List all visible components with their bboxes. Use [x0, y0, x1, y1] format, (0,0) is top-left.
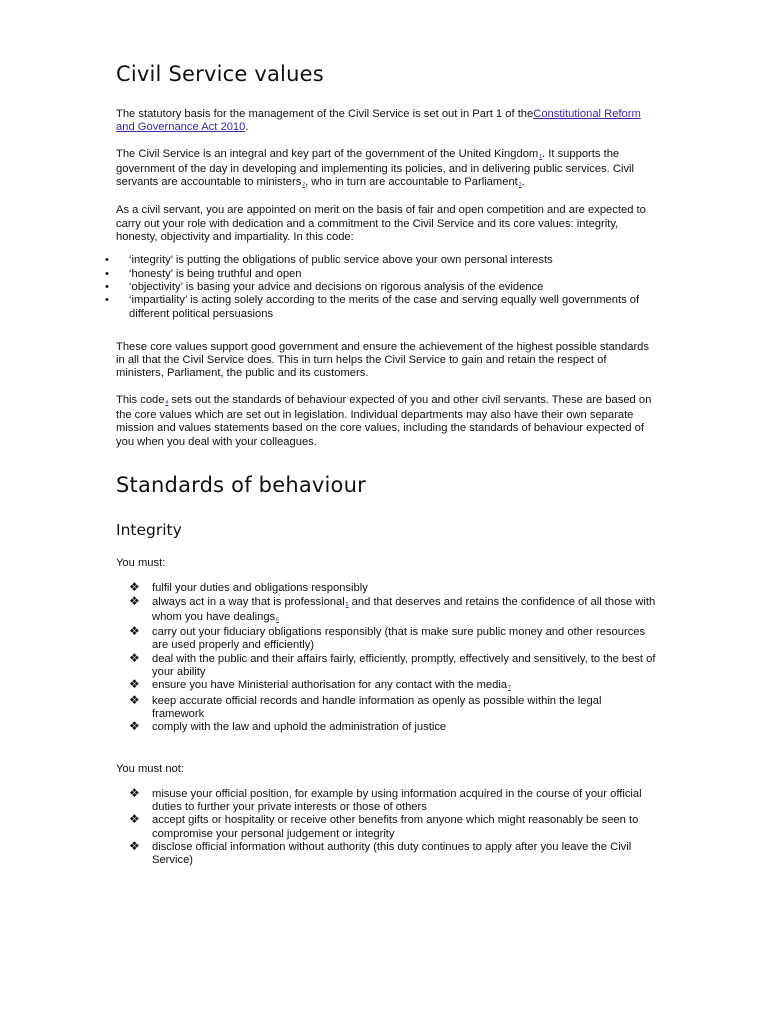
- diamond-bullet-icon: ❖: [129, 692, 140, 707]
- diamond-bullet-icon: ❖: [129, 838, 140, 853]
- list-item-text: disclose official information without authority (this duty continues to apply after you leave the Civil Service): [152, 840, 632, 867]
- footnote-ref-5[interactable]: 5: [345, 601, 349, 608]
- label-you-must-not: You must not:: [116, 762, 184, 775]
- list-item: [116, 650, 656, 680]
- list-item: [105, 280, 656, 294]
- list-item: [116, 679, 656, 694]
- paragraph-appointed-on-merit: As a civil servant, you are appointed on merit on the basis of fair and open competition and are expected to carry out your role with dedication and a commitment to the Civil Service and its core values: integrity, honesty, objectivity and impartiality. In this code:: [116, 204, 646, 244]
- paragraph-this-code: [116, 394, 656, 449]
- list-item: [116, 721, 656, 734]
- list-item: [105, 267, 656, 281]
- integral-part-text-b: . It supports the government of the day in developing and implementing its policies, and in delivering public services. Civil servants are accountable to ministers: [116, 147, 635, 189]
- diamond-bullet-icon: ❖: [129, 812, 140, 827]
- list-item-text: ‘objectivity’ is basing your advice and decisions on rigorous analysis of the evidence: [129, 280, 544, 293]
- list-item: [116, 626, 656, 653]
- list-item-text-rest: and that deserves and retains the confidence of all those with whom you have dealings: [152, 595, 656, 623]
- document-content: [105, 56, 656, 896]
- list-item: [116, 785, 656, 815]
- heading-integrity: Integrity: [116, 520, 182, 539]
- heading-standards-of-behaviour: Standards of behaviour: [116, 472, 366, 497]
- list-item-text: fulfil your duties and obligations responsibly: [152, 582, 368, 595]
- list-item: [116, 593, 656, 627]
- label-you-must: You must:: [116, 556, 166, 569]
- diamond-bullet-icon: ❖: [129, 677, 140, 692]
- integral-part-text-a: The Civil Service is an integral and key part of the government of the United Kingdom: [116, 147, 539, 160]
- diamond-bullet-icon: ❖: [129, 719, 140, 734]
- list-item: [116, 582, 656, 595]
- you-must-list: [116, 582, 656, 734]
- link-constitutional-reform-act[interactable]: Constitutional Reform and Governance Act 2010: [116, 108, 641, 134]
- integral-part-text-d: .: [521, 176, 525, 189]
- integral-part-text-c: , who in turn are accountable to Parliament: [305, 176, 518, 189]
- bullet-icon: •: [105, 254, 109, 267]
- list-item: [116, 814, 656, 841]
- footnote-ref-7[interactable]: 7: [508, 685, 511, 692]
- diamond-bullet-icon: ❖: [129, 624, 140, 639]
- statutory-basis-text: The statutory basis for the management of the Civil Service is set out in Part 1 of the: [116, 108, 534, 120]
- this-code-text-a: This code: [116, 393, 165, 406]
- statutory-basis-period: .: [245, 121, 249, 134]
- footnote-ref-2[interactable]: 2: [302, 182, 306, 189]
- list-item-text: carry out your fiduciary obligations responsibly (that is make sure public money and other resources are used properly and efficiently): [152, 626, 646, 652]
- diamond-bullet-icon: ❖: [129, 593, 140, 608]
- list-item-text: ‘honesty’ is being truthful and open: [129, 267, 302, 280]
- list-item-text: misuse your official position, for example by using information acquired in the course of your official duties to further your private interests or those of others: [152, 787, 642, 814]
- list-item-text: keep accurate official records and handle information as openly as possible within the legal framework: [152, 694, 602, 720]
- you-must-not-list: [116, 785, 656, 868]
- list-item-text: comply with the law and uphold the administration of justice: [152, 721, 447, 734]
- footnote-ref-1[interactable]: 1: [539, 153, 543, 160]
- paragraph-core-values-support: These core values support good government and ensure the achievement of the highest possible standards in all that the Civil Service does. This in turn helps the Civil Service to gain and retain the respect of ministers, Parliament, the public and its customers.: [116, 340, 649, 380]
- list-item-text: accept gifts or hospitality or receive other benefits from anyone which might reasonably be seen to compromise your personal judgement or integrity: [152, 814, 639, 840]
- bullet-icon: •: [105, 280, 109, 293]
- list-item: [105, 294, 656, 321]
- list-item-text: deal with the public and their affairs fairly, efficiently, promptly, effectively and sensitively, to the best of your ability: [152, 652, 656, 679]
- core-values-list: [105, 254, 656, 320]
- paragraph-integral-part: [116, 148, 656, 192]
- list-item: [116, 692, 656, 722]
- footnote-ref-4[interactable]: 4: [165, 399, 169, 406]
- list-item-text: ‘impartiality’ is acting solely according to the merits of the case and serving equally well governments of different political persuasions: [129, 294, 640, 320]
- heading-civil-service-values: Civil Service values: [116, 62, 324, 86]
- list-item-text: ensure you have Ministerial authorisation for any contact with the media: [152, 679, 508, 692]
- list-item-text: always act in a way that is professional: [152, 595, 345, 608]
- footnote-ref-3[interactable]: 3: [518, 182, 522, 189]
- bullet-icon: •: [105, 294, 109, 307]
- footnote-ref-6[interactable]: 6: [276, 616, 279, 623]
- diamond-bullet-icon: ❖: [129, 785, 140, 800]
- this-code-text-b: sets out the standards of behaviour expected of you and other civil servants. These are based on the core values which are set out in legislation. Individual departments may also have their own separate mission and values statements based on the core values, including the standards of behaviour expected of you when you deal with your colleagues.: [116, 393, 652, 448]
- diamond-bullet-icon: ❖: [129, 650, 140, 665]
- paragraph-statutory-basis: [116, 108, 656, 135]
- list-item-text: ‘integrity’ is putting the obligations of public service above your own personal interests: [129, 254, 553, 267]
- list-item: [105, 254, 656, 267]
- list-item: [116, 838, 656, 868]
- diamond-bullet-icon: ❖: [129, 580, 140, 595]
- bullet-icon: •: [105, 267, 109, 280]
